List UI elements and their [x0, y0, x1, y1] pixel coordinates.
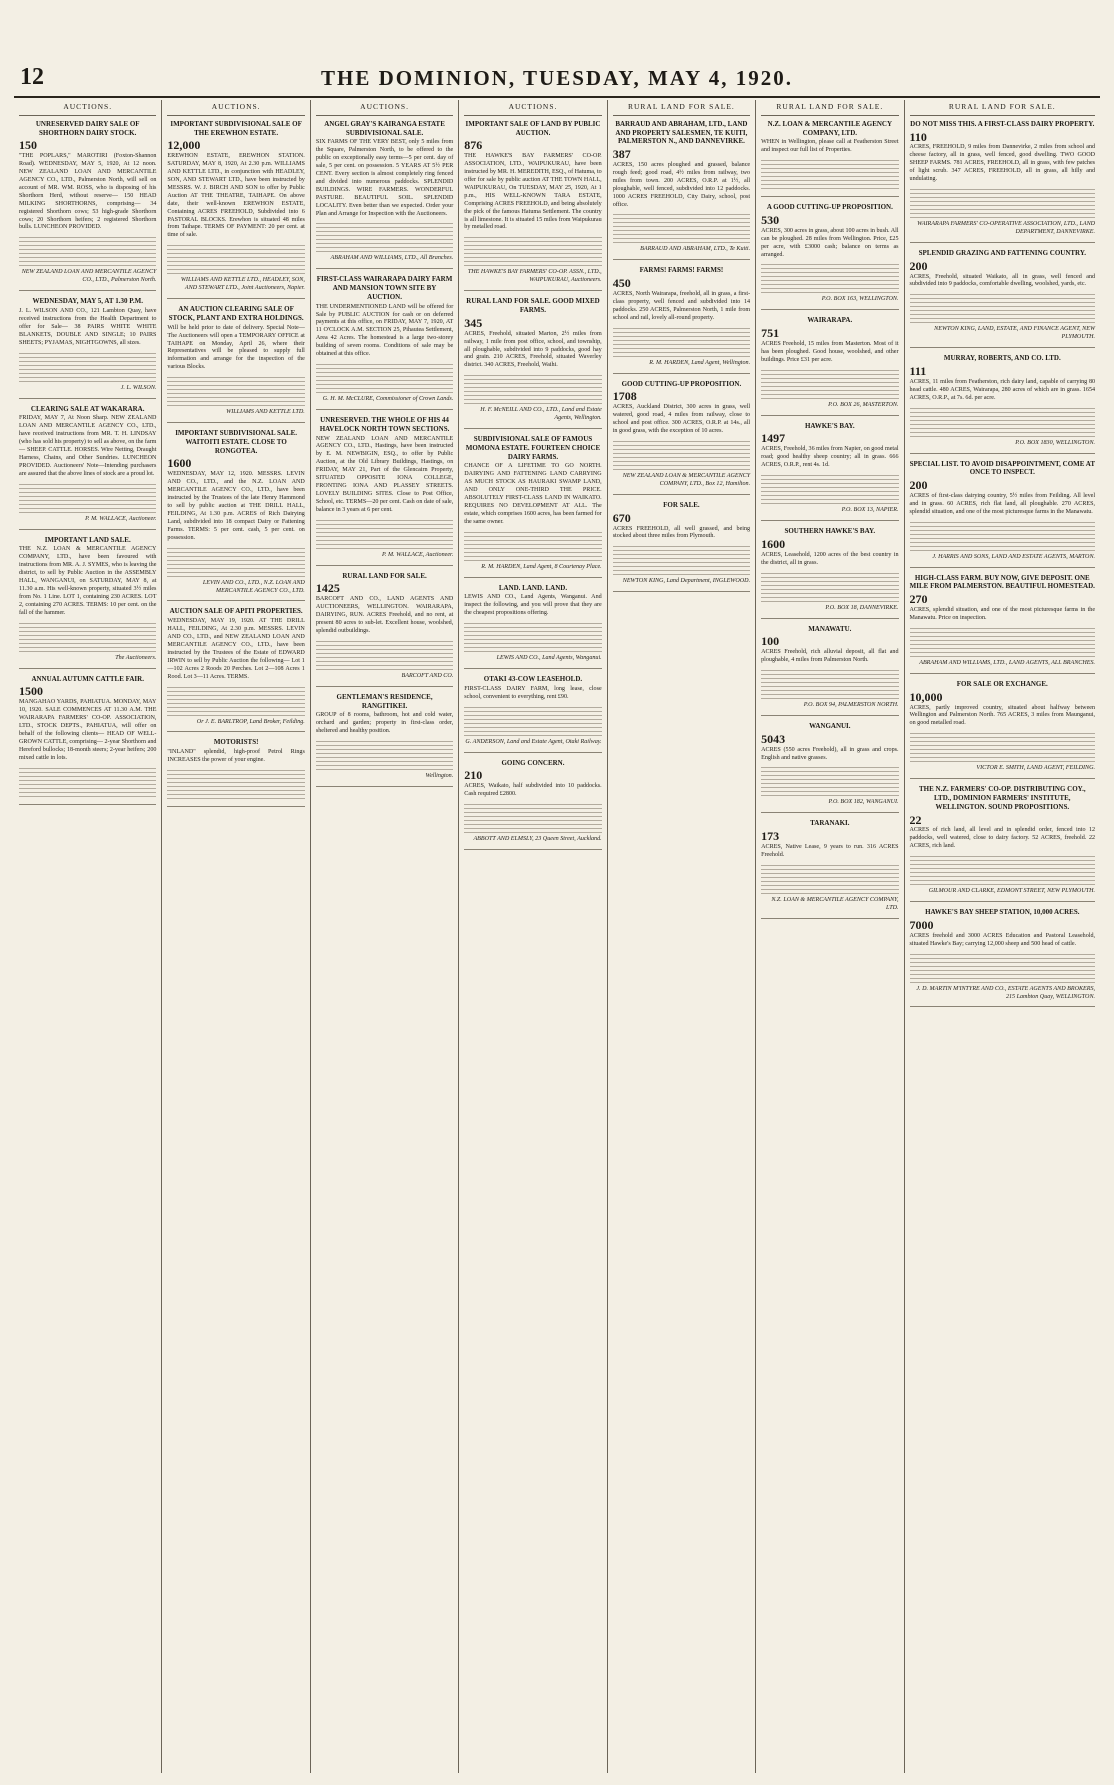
ad-signature: THE HAWKE'S BAY FARMERS' CO-OP. ASSN., LTD., WAIPUKURAU, Auctioneers.	[467, 269, 604, 284]
ad-body: ACRES, FREEHOLD, 9 miles from Dannevirke, 2 miles from school and cheese factory, all in grass, well fenced, good dwelling. TWO GOOD SHEEP FARMS. 781 ACRES, FREEHOLD, all in grass, with few patches of light scrub. 347 ACRES, FREEHOLD, all in grass, all hilly and undulating.	[910, 144, 1096, 220]
column-3	[310, 100, 458, 1773]
ad-acreage: 173	[761, 829, 780, 844]
advertisement	[910, 120, 1096, 243]
ad-title: N.Z. LOAN & MERCANTILE AGENCY COMPANY, LTD.	[767, 119, 893, 137]
ad-signature: P.O. BOX 26, MASTERTON.	[828, 401, 899, 408]
ad-signature: ABRAHAM AND WILLIAMS, LTD., LAND AGENTS, ALL BRANCHES.	[919, 659, 1096, 666]
ad-body: WEDNESDAY, MAY 19, 1920. AT THE DRILL HALL, FEILDING, At 2.30 p.m. MESSRS. LEVIN AND CO., LTD., and NEW ZEALAND LOAN AND MERCANTILE AGENCY CO., LTD., have been instructed by the Trustees of the Estate of EDWARD IRWIN to sell by Public Auction the following— Lot 1—102 Acres 2 Roods 20 Perches. Lot 2—108 Acres 1 Rood. Lot 3—11 Acres. TERMS.	[167, 618, 304, 717]
ad-title: FIRST-CLASS WAIRARAPA DAIRY FARM AND MANSION TOWN SITE BY AUCTION.	[316, 275, 453, 301]
masthead	[14, 62, 1100, 98]
ad-signature: R. M. HARDEN, Land Agent, Wellington.	[649, 359, 751, 366]
ad-signature: J. L. WILSON.	[120, 384, 157, 391]
ad-body: ACRES Freehold, rich alluvial deposit, all flat and ploughable, 4 miles from Palmerston North.	[761, 649, 898, 701]
ad-body: THE HAWKE'S BAY FARMERS' CO-OP. ASSOCIATION, LTD., WAIPUKURAU, have been instructed by MR. H. MEREDITH, ESQ., of Hatuma, to offer for sale by public auction AT THE TOWN HALL, WAIPUKURAU, On TUESDAY, MAY 25, 1920, At 1 p.m., HIS WELL-KNOWN TARA ESTATE, Comprising ACRES FREEHOLD, and being absolutely the pick of the famous Hatuma Settlement. The country is all limestone. It is situated 15 miles from Waipukurau by metalled road.	[464, 153, 601, 268]
ad-body: ACRES, Freehold, situated Waikato, all in grass, well fenced and subdivided into 9 paddocks, comfortable dwelling, woolshed, yards, etc.	[910, 274, 1096, 326]
advertisement	[910, 908, 1096, 1007]
ad-signature: NEWTON KING, LAND, ESTATE, AND FINANCE AGENT, NEW PLYMOUTH.	[934, 326, 1097, 341]
ad-acreage: 345	[464, 315, 483, 330]
ad-acreage: 1600	[167, 456, 192, 471]
ad-body: J. L. WILSON AND CO., 121 Lambton Quay, have received instructions from the Health Department to offer for Sale— 38 PAIRS WHITE WHITE BLANKETS, DOUBLE AND SINGLE; 10 PAIRS SHEETS; PYJAMAS, NIGHTGOWNS, all sizes.	[19, 308, 156, 384]
advertisement	[761, 421, 901, 521]
ad-title: HAWKE'S BAY.	[804, 421, 855, 430]
ad-body: "THE POPLARS," MAROTIRI (Foxton-Shannon Road). WEDNESDAY, MAY 5, 1920, At 12 noon. NEW ZEALAND LOAN AND MERCANTILE AGENCY CO., LTD., Palmerston North, will sell on account of MR. WM. ROSS, who is disposing of his Shorthorn Herd, without reserve— 150 HEAD MILKING SHORTHORNS, comprising— 34 registered Shorthorn cows; 53 high-grade Shorthorn cows; 20 Shorthorn heifers; 2 registered Shorthorn bulls. LUNCHEON PROVIDED.	[19, 153, 156, 268]
column-7	[904, 100, 1101, 1773]
advertisement	[910, 249, 1096, 348]
column-6	[755, 100, 903, 1773]
ad-title: MANAWATU.	[808, 624, 852, 633]
ad-title: LAND. LAND. LAND.	[498, 583, 568, 592]
ad-body: ACRES, 11 miles from Featherston, rich dairy land, capable of carrying 80 head cattle. 480 ACRES, Wairarapa, 280 acres of which are in grass. 1654 ACRES, O.R.P., at 7s. 6d. per acre.	[910, 379, 1096, 439]
advertisement	[167, 429, 307, 601]
ad-title: IMPORTANT SUBDIVISIONAL SALE OF THE EREWHON ESTATE.	[170, 119, 302, 137]
ad-signature: P.O. BOX 182, WANGANUI.	[828, 799, 899, 806]
ad-signature: WILLIAMS AND KETTLE LTD., HEADLEY, SON, AND STEWART LTD., Joint Auctioneers, Napier.	[180, 277, 307, 292]
ad-body: NEW ZEALAND LOAN AND MERCANTILE AGENCY CO., LTD., Hastings, have been instructed by E. M. NEWBIGIN, ESQ., to offer by Public Auction, at the Old Library Buildings, Hastings, on FRIDAY, MAY 21, Part of the Glencairn Property, SITUATED OPPOSITE IONA COLLEGE, FRONTING IONA AND PLASSEY STREETS. LOVELY BUILDING SITES. Close to Post Office, School, etc. TERMS—20 per cent. Cash on date of sale, balance in 3 years at 6 per cent.	[316, 436, 453, 551]
column-heading: AUCTIONS.	[19, 100, 156, 116]
ad-body: ACRES, Freehold, situated Marton, 2½ miles from railway, 1 mile from post office, school, and township, all ploughable, subdivided into 9 paddocks, good hay and grain. 210 ACRES, Freehold, situated Waverley district. 340 ACRES, Freehold, Waihi.	[464, 331, 601, 407]
ad-signature: NEW ZEALAND LOAN AND MERCANTILE AGENCY CO., LTD., Palmerston North.	[21, 269, 158, 284]
column-4	[458, 100, 606, 1773]
advertisement	[167, 119, 307, 299]
ad-body: ACRES of first-class dairying country, 5½ miles from Feilding. All level and in grass. 60 ACRES, rich flat land, all ploughable. 270 ACRES, splendid situation, and one of the most picturesque farms in the Manawatu.	[910, 493, 1096, 553]
ad-body: SIX FARMS OF THE VERY BEST, only 5 miles from the Square, Palmerston North, to be offered to the public on exceptionally easy terms—5 per cent. day of sale, 5 per cent. on possession. 5 YEARS AT 5½ PER CENT. Every section is almost completely ring fenced and divided into numerous paddocks. SPLENDID BUILDINGS. WIRE FARMERS. WONDERFUL PASTURE. BEAUTIFUL SOIL. SPLENDID LOCALITY. Even better than we expected. Order your Plan and Arrange for Inspection with the Auctioneers.	[316, 139, 453, 254]
ad-acreage: 450	[612, 276, 631, 291]
ad-title: IMPORTANT SALE OF LAND BY PUBLIC AUCTION.	[465, 119, 601, 137]
ad-acreage: 1425	[315, 581, 340, 596]
advertisement	[464, 583, 604, 669]
ad-title: THE N.Z. FARMERS' CO-OP. DISTRIBUTING COY., LTD., DOMINION FARMERS' INSTITUTE, WELLINGTON. SOUND PROPOSITIONS.	[918, 785, 1086, 811]
ad-body: ACRES, 300 acres in grass, about 100 acres in bush. All can be ploughed. 28 miles from Wellington. Price, £25 per acre, with £3000 cash; balance on terms as arranged.	[761, 228, 898, 296]
advertisement	[464, 758, 604, 850]
ad-body: ACRES freehold and 3000 ACRES Education and Pastoral Leasehold, situated Hawke's Bay; carrying 12,000 sheep and 500 head of cattle.	[910, 933, 1096, 985]
ad-title: MOTORISTS!	[213, 738, 259, 747]
ad-acreage: 100	[761, 634, 780, 649]
ad-title: IMPORTANT SUBDIVISIONAL SALE. WAITOITI ESTATE. CLOSE TO RONGOTEA.	[175, 429, 298, 455]
ad-signature: WILLIAMS AND KETTLE LTD.	[226, 409, 305, 416]
ad-acreage: 110	[909, 129, 927, 144]
advertisement	[316, 693, 453, 787]
ad-title: A GOOD CUTTING-UP PROPOSITION.	[766, 203, 893, 212]
ad-body: LEWIS AND CO., Land Agents, Wanganui. And inspect the following, and you will prove that they are the cheapest propositions offering.	[464, 594, 601, 654]
ad-body: MANGAHAO YARDS, PAHIATUA. MONDAY, MAY 10, 1920. SALE COMMENCES AT 11.30 A.M. THE WAIRARAPA FARMERS' CO-OP. ASSOCIATION, LTD., STOCK DEPTS., PAHIATUA, will offer on behalf of the following clients— HEAD OF WELL-GROWN CATTLE, comprising— 2-year Shorthorn and Hereford bullocks; 18-month steers; 2-year heifers; 200 mixed cattle in lots.	[19, 699, 156, 798]
ad-acreage: 111	[909, 363, 927, 378]
newspaper-columns	[14, 100, 1100, 1773]
ad-body: ACRES, Auckland District, 300 acres in grass, well watered, good road, 4 miles from railway, close to school and post office. 300 ACRES, O.R.P. at 14s., all in good grass, with the exception of 10 acres.	[613, 404, 750, 472]
ad-body: ACRES, Freehold, 36 miles from Napier, on good metal road; good healthy sheep country; all in grass. 666 ACRES, O.R.P., rent 4s. 1d.	[761, 446, 898, 506]
advertisement	[19, 120, 156, 291]
page-number: 12	[20, 64, 44, 90]
ad-signature: P.O. BOX 1830, WELLINGTON.	[1015, 439, 1096, 446]
advertisement	[464, 435, 604, 578]
ad-body: ACRES Freehold, 15 miles from Masterton. Most of it has been ploughed. Good house, woolshed, and other buildings. Price £31 per acre.	[761, 341, 898, 401]
advertisement	[613, 380, 750, 495]
ad-title: FARMS! FARMS! FARMS!	[639, 266, 724, 275]
ad-signature: G. H. M. McCLURE, Commissioner of Crown Lands.	[322, 396, 454, 403]
ad-signature: N.Z. LOAN & MERCANTILE AGENCY COMPANY, LTD.	[771, 896, 901, 911]
ad-acreage: 22	[909, 812, 922, 827]
ad-title: ANNUAL AUTUMN CATTLE FAIR.	[31, 674, 144, 683]
ad-signature: BARCOFT AND CO.	[401, 672, 454, 679]
ad-title: UNRESERVED DAIRY SALE OF SHORTHORN DAIRY STOCK.	[35, 119, 140, 137]
column-heading: AUCTIONS.	[316, 100, 453, 116]
advertisement	[910, 785, 1096, 902]
advertisement	[613, 266, 750, 373]
column-heading: RURAL LAND FOR SALE.	[761, 100, 898, 116]
ad-body: ACRES FREEHOLD, all well grassed, and being stocked about three miles from Plymouth.	[613, 526, 750, 578]
ad-title: AUCTION SALE OF APITI PROPERTIES.	[169, 607, 303, 616]
ad-signature: ABBOTT AND ELMSLY, 23 Queen Street, Auckland.	[473, 836, 602, 843]
column-heading: AUCTIONS.	[167, 100, 304, 116]
ad-title: SUBDIVISIONAL SALE OF FAMOUS MOMONA ESTATE. FOURTEEN CHOICE DAIRY FARMS.	[465, 435, 601, 461]
ad-title: SOUTHERN HAWKE'S BAY.	[784, 527, 876, 536]
ad-signature: P.O. BOX 13, NAPIER.	[841, 507, 899, 514]
ad-body: ACRES, 150 acres ploughed and grassed, balance rough feed; good road, 4½ miles from railway, two miles from town. 200 ACRES, O.R.P. at 1½, all ploughable, well fenced, subdivided into 12 paddocks. 1000 ACRES FREEHOLD, City Dairy, school, post office.	[613, 162, 750, 246]
ad-title: TARANAKI.	[810, 819, 850, 828]
ad-signature: GILMOUR AND CLARKE, EDMONT STREET, NEW PLYMOUTH.	[928, 888, 1096, 895]
ad-body: GROUP of 8 rooms, bathroom, hot and cold water, orchard and garden; property in first-class order, sheltered and healthy position.	[316, 712, 453, 772]
ad-signature: VICTOR E. SMITH, LAND AGENT, FEILDING.	[976, 765, 1096, 772]
advertisement	[167, 607, 307, 732]
ad-acreage: 1497	[761, 431, 786, 446]
ad-title: HIGH-CLASS FARM. BUY NOW, GIVE DEPOSIT. ONE MILE FROM PALMERSTON. BEAUTIFUL HOMESTEAD.	[909, 573, 1095, 591]
ad-acreage: 270	[909, 592, 928, 607]
ad-body: FIRST-CLASS DAIRY FARM, long lease, close school, convenient to everything, rent £90.	[464, 686, 601, 738]
ad-body: FRIDAY, MAY 7, At Noon Sharp. NEW ZEALAND LOAN AND MERCANTILE AGENCY CO., LTD., have received instructions from MR. T. H. LINDSAY (who has sold his property) to sell as above, on the farm— SHEEP. CATTLE. HORSES. Wire Netting, Draught Harness, Chains, and Other Sundries. LUNCHEON PROVIDED. Auctioneers' Note—Intending purchasers are assured that the above lines of stock are a proud lot.	[19, 415, 156, 514]
ad-signature: WAIRARAPA FARMERS' CO-OPERATIVE ASSOCIATION, LTD., LAND DEPARTMENT, DANNEVIRKE.	[917, 221, 1097, 235]
advertisement	[464, 119, 604, 291]
ad-title: GOOD CUTTING-UP PROPOSITION.	[621, 379, 742, 388]
column-heading: AUCTIONS.	[464, 100, 601, 116]
ad-title: WEDNESDAY, MAY 5, AT 1.30 P.M.	[32, 297, 143, 306]
ad-title: DO NOT MISS THIS. A FIRST-CLASS DAIRY PROPERTY.	[910, 119, 1095, 128]
ad-body: ACRES, Waikato, half subdivided into 10 paddocks. Cash required £2800.	[464, 783, 601, 835]
ad-title: SPECIAL LIST. TO AVOID DISAPPOINTMENT, COME AT ONCE TO INSPECT.	[909, 459, 1095, 477]
advertisement	[19, 536, 156, 669]
ad-body: EREWHON ESTATE, EREWHON STATION. SATURDAY, MAY 8, 1920, At 2.30 p.m. WILLIAMS AND KETTLE LTD., in conjunction with HEADLEY, SON, AND STEWART LTD., have been instructed by MESSRS. W. J. BIRCH AND SON to offer by Public Auction AT THE THEATRE, TAIHAPE. On above date, their well-known EREWHON ESTATE, Containing ACRES FREEHOLD, Subdivided into 6 PASTORAL BLOCKS. Erewhon is situated 48 miles from Taihape. TERMS OF PAYMENT: 20 per cent. at time of sale.	[167, 153, 304, 276]
ad-body: ACRES, Native Lease, 9 years to run. 316 ACRES Freehold.	[761, 844, 898, 896]
ad-title: SPLENDID GRAZING AND FATTENING COUNTRY.	[918, 248, 1087, 257]
ad-signature: J. D. MARTIN M'INTYRE AND CO., ESTATE AGENTS AND BROKERS, 215 Lambton Quay, WELLINGTON.	[916, 985, 1097, 1000]
advertisement	[613, 120, 750, 261]
advertisement	[316, 275, 453, 410]
ad-body: BARCOFT AND CO., LAND AGENTS AND AUCTIONEERS, WELLINGTON. WAIRARAPA, DAIRYING, RUN. ACRES Freehold, and no rent, at present 80 acres to sub-let. Excellent house, woolshed, splendid outbuildings.	[316, 596, 453, 672]
ad-title: WANGANUI.	[809, 721, 851, 730]
ad-acreage: 10,000	[909, 689, 943, 704]
ad-body: THE N.Z. LOAN & MERCANTILE AGENCY COMPANY, LTD., have been favoured with instructions from MR. A. J. SYMES, who is leaving the district, to sell by Public Auction in the ASSEMBLY HALL, WANGANUI, on SATURDAY, MAY 8, at 11.30 a.m. His well-known property, situated 3½ miles from No. 1 Line. LOT 1, containing 230 ACRES. LOT 2, containing 270 ACRES. TERMS: 10 per cent. on the fall of the hammer.	[19, 546, 156, 653]
advertisement	[761, 316, 901, 415]
ad-body: "INLAND" splendid, high-proof Petrol Rings INCREASES the power of your engine.	[167, 749, 304, 801]
ad-acreage: 751	[761, 326, 780, 341]
ad-signature: R. M. HARDEN, Land Agent, 8 Courtenay Place.	[481, 563, 602, 570]
ad-title: OTAKI 43-COW LEASEHOLD.	[483, 675, 583, 684]
ad-title: GENTLEMAN'S RESIDENCE, RANGITIKEI.	[336, 692, 433, 710]
advertisement	[316, 572, 453, 687]
ad-body: ACRES of rich land, all level and in splendid order, fenced into 12 paddocks, well watered, close to dairy factory. 52 ACRES, freehold. 22 ACRES, rich land.	[910, 827, 1096, 887]
ad-signature: LEWIS AND CO., Land Agents, Wanganui.	[496, 655, 602, 662]
ad-acreage: 12,000	[167, 138, 201, 153]
advertisement	[761, 203, 901, 310]
ad-body: WHEN in Wellington, please call at Featherston Street and inspect our full list of Properties.	[761, 139, 898, 191]
ad-title: BARRAUD AND ABRAHAM, LTD., LAND AND PROPERTY SALESMEN, TE KUITI, PALMERSTON N., AND DANNEVIRKE.	[615, 119, 748, 146]
advertisement	[316, 120, 453, 270]
advertisement	[167, 738, 307, 807]
ad-title: FOR SALE.	[663, 500, 700, 509]
ad-acreage: 210	[464, 768, 483, 783]
ad-signature: P.O. BOX 163, WELLINGTON.	[821, 296, 899, 303]
ad-signature: G. ANDERSON, Land and Estate Agent, Otaki Railway.	[465, 738, 602, 745]
ad-signature: NEWTON KING, Land Department, INGLEWOOD.	[622, 578, 751, 585]
ad-title: IMPORTANT LAND SALE.	[44, 535, 131, 544]
column-heading: RURAL LAND FOR SALE.	[613, 100, 750, 116]
advertisement	[910, 354, 1096, 453]
ad-title: FOR SALE OR EXCHANGE.	[956, 679, 1048, 688]
ad-acreage: 387	[612, 147, 631, 161]
advertisement	[464, 297, 604, 429]
advertisement	[761, 527, 901, 618]
ad-acreage: 1708	[612, 389, 637, 404]
ad-acreage: 876	[464, 138, 483, 153]
advertisement	[613, 501, 750, 592]
ad-title: MURRAY, ROBERTS, AND CO. LTD.	[943, 354, 1061, 363]
ad-acreage: 530	[761, 212, 780, 227]
ad-title: ANGEL GRAY'S KAIRANGA ESTATE SUBDIVISIONAL SALE.	[324, 119, 445, 137]
ad-title: WAIRARAPA.	[807, 316, 853, 325]
column-1	[14, 100, 161, 1773]
ad-body: ACRES (550 acres Freehold), all in grass and crops. English and native grasses.	[761, 747, 898, 799]
ad-signature: Wellington.	[425, 773, 454, 780]
ad-acreage: 5043	[761, 731, 786, 746]
ad-title: HAWKE'S BAY SHEEP STATION, 10,000 ACRES.	[925, 908, 1080, 917]
advertisement	[910, 460, 1096, 568]
ad-signature: NEW ZEALAND LOAN & MERCANTILE AGENCY COMPANY, LTD., Box 12, Hamilton.	[622, 473, 752, 487]
ad-signature: P.O. BOX 18, DANNEVIRKE.	[825, 604, 899, 611]
column-heading: RURAL LAND FOR SALE.	[910, 100, 1096, 116]
ad-body: ACRES, partly improved country, situated about halfway between Wellington and Palmerston North. 765 ACRES, 3 miles from Maunganui, on good metalled road.	[910, 705, 1096, 765]
ad-signature: BARRAUD AND ABRAHAM, LTD., Te Kuiti.	[640, 246, 751, 253]
ad-acreage: 670	[612, 510, 631, 525]
ad-acreage: 200	[909, 478, 928, 493]
ad-acreage: 150	[19, 138, 37, 153]
advertisement	[761, 119, 901, 197]
ad-acreage: 7000	[909, 917, 934, 932]
ad-acreage: 200	[909, 258, 928, 273]
ad-title: CLEARING SALE AT WAKARARA.	[30, 404, 145, 413]
ad-body: THE UNDERMENTIONED LAND will be offered for Sale by PUBLIC AUCTION for cash or on deferred payments at this office, on FRIDAY, MAY 7, 1920, AT 11 O'CLOCK A.M. SECTION 25, Pihautea Settlement, Area 42 Acres. The homestead is a large two-storey building of seven rooms. Conditions of sale may be obtained at this office.	[316, 304, 453, 395]
ad-title: RURAL LAND FOR SALE.	[342, 571, 427, 580]
advertisement	[464, 675, 604, 753]
ad-acreage: 1600	[761, 536, 786, 551]
ad-signature: Or J. E. BARLTROP, Land Broker, Feilding.	[196, 718, 305, 725]
advertisement	[19, 675, 156, 805]
advertisement	[316, 416, 453, 566]
ad-title: GOING CONCERN.	[501, 758, 565, 767]
ad-body: ACRES, Leasehold, 1200 acres of the best country in the district, all in grass.	[761, 552, 898, 604]
advertisement	[910, 574, 1096, 674]
ad-acreage: 1500	[19, 684, 43, 699]
advertisement	[19, 405, 156, 530]
ad-signature: The Auctioneers.	[115, 654, 157, 661]
advertisement	[761, 819, 901, 918]
ad-title: RURAL LAND FOR SALE. GOOD MIXED FARMS.	[466, 297, 600, 314]
column-2	[161, 100, 309, 1773]
ad-signature: P. M. WALLACE, Auctioneer.	[381, 551, 454, 558]
advertisement	[761, 721, 901, 813]
advertisement	[167, 305, 307, 423]
ad-body: ACRES, North Wairarapa, freehold, all in grass, a first-class property, well fenced and subdivided into 14 paddocks. 250 ACRES, Palmerston North, 1 mile from school and rail, lovely all-round property.	[613, 291, 750, 359]
ad-body: WEDNESDAY, MAY 12, 1920. MESSRS. LEVIN AND CO., LTD., and the N.Z. LOAN AND MERCANTILE AGENCY CO., LTD., have been instructed by the Trustees of the late Henry Hammond to sell by public auction at THE DRILL HALL, FEILDING, At 1.30 p.m. ACRES of Rich Dairying Land, subdivided into 18 compact Dairy or Fattening Farms. TERMS: 5 per cent. cash, 5 per cent. on possession.	[167, 471, 304, 578]
ad-signature: P.O. BOX 94, PALMERSTON NORTH.	[803, 702, 899, 709]
ad-body: CHANCE OF A LIFETIME TO GO NORTH. DAIRYING AND FATTENING LAND CARRYING AS MUCH STOCK AS HAURAKI SWAMP LAND, AND ONLY ONE-THIRD THE PRICE. ABSOLUTELY FIRST-CLASS LAND IN WAIKATO. REQUIRES NO DEVELOPMENT AT ALL. The estate, which comprises 1600 acres, has been farmed for the same owner.	[464, 463, 601, 562]
ad-title: UNRESERVED. THE WHOLE OF HIS 44 HAVELOCK NORTH TOWN SECTIONS.	[319, 416, 450, 433]
ad-signature: H. F. McNEILL AND CO., LTD., Land and Estate Agents, Wellington.	[480, 407, 604, 422]
ad-title: AN AUCTION CLEARING SALE OF STOCK, PLANT AND EXTRA HOLDINGS.	[168, 305, 304, 322]
column-5	[607, 100, 755, 1773]
advertisement	[761, 624, 901, 716]
ad-body: ACRES, splendid situation, and one of the most picturesque farms in the Manawatu. Price on inspection.	[910, 607, 1096, 659]
advertisement	[19, 297, 156, 398]
ad-signature: LEVIN AND CO., LTD., N.Z. LOAN AND MERCANTILE AGENCY CO., LTD.	[202, 579, 307, 594]
ad-signature: J. HARRIS AND SONS, LAND AND ESTATE AGENTS, MARTON.	[932, 553, 1096, 560]
ad-signature: ABRAHAM AND WILLIAMS, LTD., All Branches.	[330, 255, 454, 262]
newspaper-title: THE DOMINION, TUESDAY, MAY 4, 1920.	[321, 66, 793, 90]
ad-signature: P. M. WALLACE, Auctioneer.	[85, 515, 157, 522]
advertisement	[910, 680, 1096, 779]
ad-body: Will be held prior to date of delivery. Special Note—The Auctioneers will open a TEMPORARY OFFICE at TAIHAPE on Monday, April 26, where their Representatives will be pleased to supply full information and arrange for the inspection of the various Blocks.	[167, 325, 304, 409]
